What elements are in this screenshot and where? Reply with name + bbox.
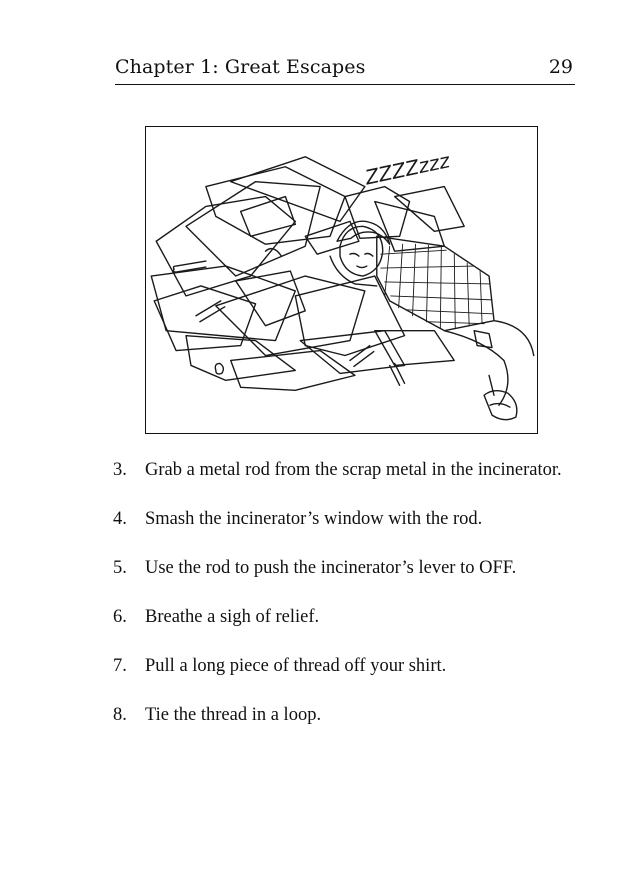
list-item — [113, 556, 575, 581]
instruction-list — [113, 458, 575, 752]
step-number: 7. — [113, 656, 127, 676]
step-number: 5. — [113, 558, 127, 578]
step-text: Smash the incinerator’s window with the rod. — [145, 509, 483, 529]
step-number: 8. — [113, 705, 127, 725]
page-number: 29 — [548, 56, 573, 78]
running-header — [115, 50, 575, 85]
step-text: Use the rod to push the incinerator’s lever to OFF. — [145, 558, 517, 578]
chapter-title: Chapter 1: Great Escapes — [115, 56, 366, 78]
step-text: Tie the thread in a loop. — [145, 705, 322, 725]
step-number: 3. — [113, 460, 127, 480]
illustration-sleeping-on-scrap — [145, 126, 538, 434]
step-number: 6. — [113, 607, 127, 627]
list-item — [113, 654, 575, 679]
step-text: Breathe a sigh of relief. — [145, 607, 320, 627]
list-item — [113, 507, 575, 532]
step-text: Grab a metal rod from the scrap metal in the incinerator. — [145, 460, 562, 480]
sleep-zzz-text: ZZZZzzz — [363, 149, 452, 190]
list-item — [113, 703, 575, 728]
step-number: 4. — [113, 509, 127, 529]
list-item — [113, 605, 575, 630]
list-item — [113, 458, 575, 483]
step-text: Pull a long piece of thread off your shirt. — [145, 656, 447, 676]
